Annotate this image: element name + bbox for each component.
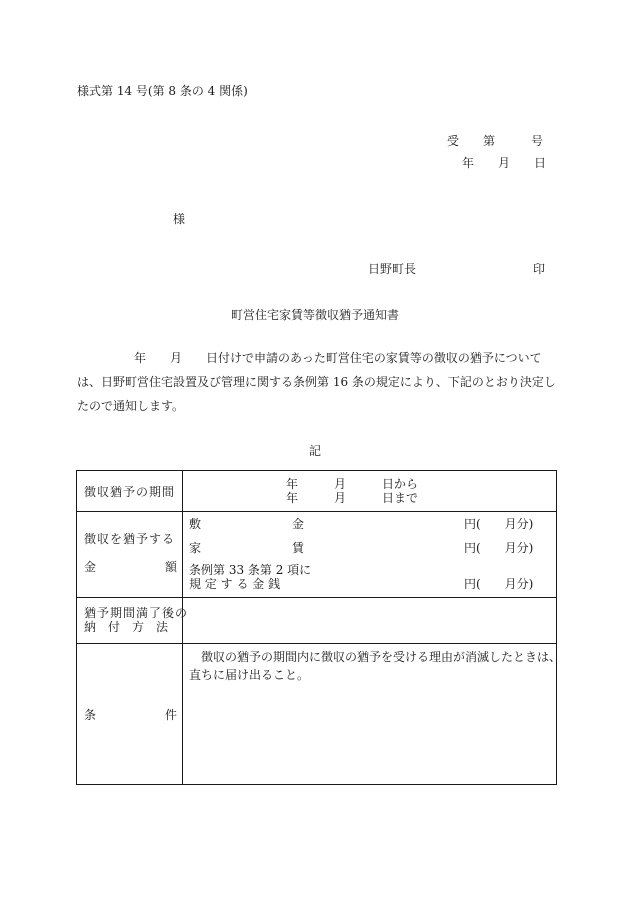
table-row-period — [77, 471, 557, 512]
period-from: 年 月 日から — [286, 477, 419, 491]
issue-date: 年 月 日 — [462, 156, 547, 170]
receipt-number: 受 第 号 — [447, 134, 544, 148]
ordinance-line2: 規 定 す る 金 銭 — [189, 577, 281, 591]
ordinance-line1: 条例第 33 条第 2 項に — [189, 563, 312, 577]
ki-heading: 記 — [308, 444, 321, 458]
payment-label-line2: 納 付 方 法 — [84, 620, 169, 634]
conditions-label-b: 件 — [165, 708, 178, 722]
payment-label-line1: 猶予期間満了後の — [84, 606, 189, 620]
amount-label-line1: 徴収を猶予する — [84, 532, 176, 546]
details-table — [76, 470, 562, 785]
conditions-text-line2: 直ちに届け出ること。 — [189, 668, 310, 682]
form-number: 様式第 14 号(第 8 条の 4 関係) — [77, 84, 248, 98]
period-label-cell — [77, 471, 183, 512]
conditions-value-cell — [183, 644, 562, 785]
seal-mark: 印 — [533, 262, 546, 276]
body-text: 年 月 日付けで申請のあった町営住宅の家賃等の徴収の猶予については、日野町営住宅設置及び管理に関する条例第 16 条の規定により、下記のとおり決定したので通知します。 — [77, 351, 556, 413]
deposit-label-a: 敷 — [189, 517, 202, 531]
ordinance-yen: 円( 月分) — [464, 577, 534, 591]
period-to: 年 月 日まで — [286, 491, 419, 505]
rent-label-a: 家 — [189, 541, 202, 555]
payment-value-cell — [183, 598, 557, 644]
amount-label-cell — [77, 512, 183, 598]
payment-label-cell — [77, 598, 189, 644]
amount-label-gaku: 額 — [165, 560, 178, 574]
deposit-yen: 円( 月分) — [464, 517, 534, 531]
amount-label-kin: 金 — [84, 560, 97, 574]
rent-yen: 円( 月分) — [464, 541, 534, 555]
amount-value-cell — [183, 512, 557, 598]
document-title: 町営住宅家賃等徴収猶予通知書 — [230, 308, 399, 322]
table-row-payment — [77, 598, 557, 644]
rent-label-b: 賃 — [292, 541, 305, 555]
table-row-conditions — [77, 644, 557, 785]
table-row-amount — [77, 512, 557, 598]
conditions-label-cell — [77, 644, 183, 785]
addressee-suffix: 様 — [173, 212, 186, 226]
deposit-label-b: 金 — [292, 517, 305, 531]
issuer-title: 日野町長 — [368, 262, 417, 276]
period-value-cell — [183, 471, 557, 512]
conditions-label-a: 条 — [84, 708, 97, 722]
conditions-text-line1: 徴収の猶予の期間内に徴収の猶予を受ける理由が消滅したときは、 — [201, 650, 562, 664]
period-label: 徴収猶予の期間 — [84, 484, 176, 499]
